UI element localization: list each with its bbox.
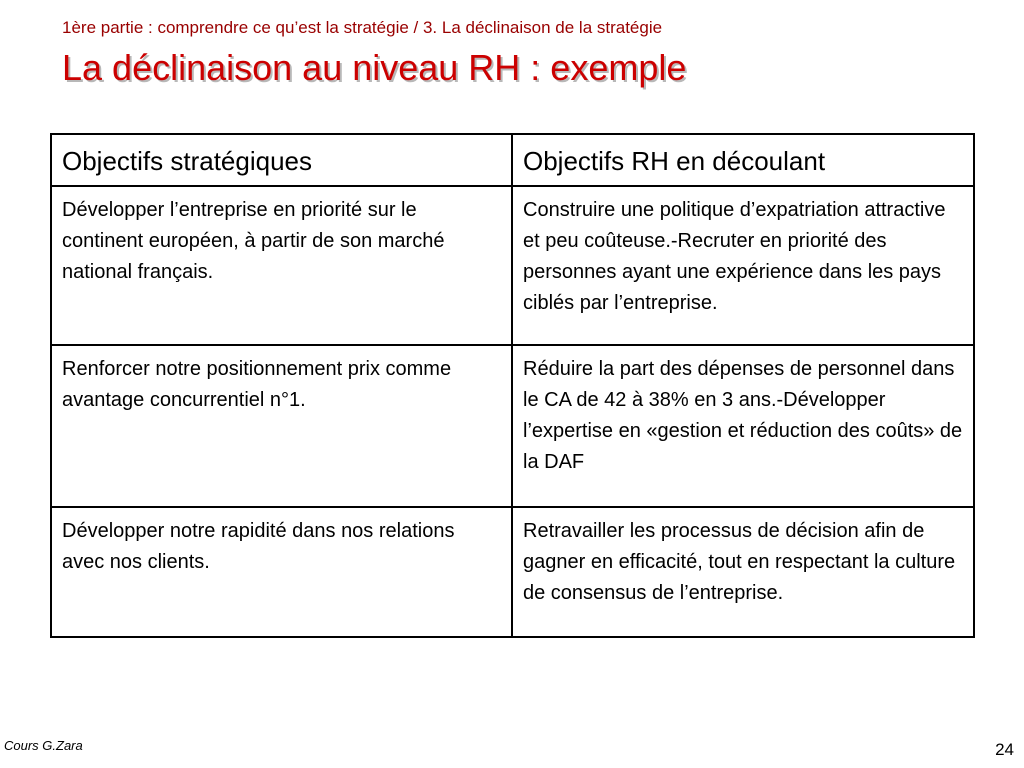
hr-objective-cell: Retravailler les processus de décision afin de gagner en efficacité, tout en respectant la culture de consensus de l’entreprise.	[512, 507, 974, 637]
table-row	[51, 507, 974, 637]
table-header-row	[51, 134, 974, 186]
breadcrumb: 1ère partie : comprendre ce qu’est la stratégie / 3. La déclinaison de la stratégie	[62, 18, 663, 37]
table-row	[51, 345, 974, 507]
column-header-strategic: Objectifs stratégiques	[51, 134, 512, 186]
page-title: La déclinaison au niveau RH : exemple	[62, 47, 687, 88]
strategic-objective-cell: Renforcer notre positionnement prix comme avantage concurrentiel n°1.	[51, 345, 512, 507]
footer-author: Cours G.Zara	[4, 738, 83, 753]
table-row	[51, 186, 974, 345]
hr-objective-cell: Construire une politique d’expatriation attractive et peu coûteuse.-Recruter en priorité des personnes ayant une expérience dans les pays ciblés par l’entreprise.	[512, 186, 974, 345]
strategic-objective-cell: Développer l’entreprise en priorité sur le continent européen, à partir de son marché national français.	[51, 186, 512, 345]
strategy-table	[50, 133, 975, 638]
page-number: 24	[995, 740, 1014, 759]
hr-objective-cell: Réduire la part des dépenses de personnel dans le CA de 42 à 38% en 3 ans.-Développer l’expertise en «gestion et réduction des coûts» de la DAF	[512, 345, 974, 507]
column-header-hr: Objectifs RH en découlant	[512, 134, 974, 186]
strategic-objective-cell: Développer notre rapidité dans nos relations avec nos clients.	[51, 507, 512, 637]
